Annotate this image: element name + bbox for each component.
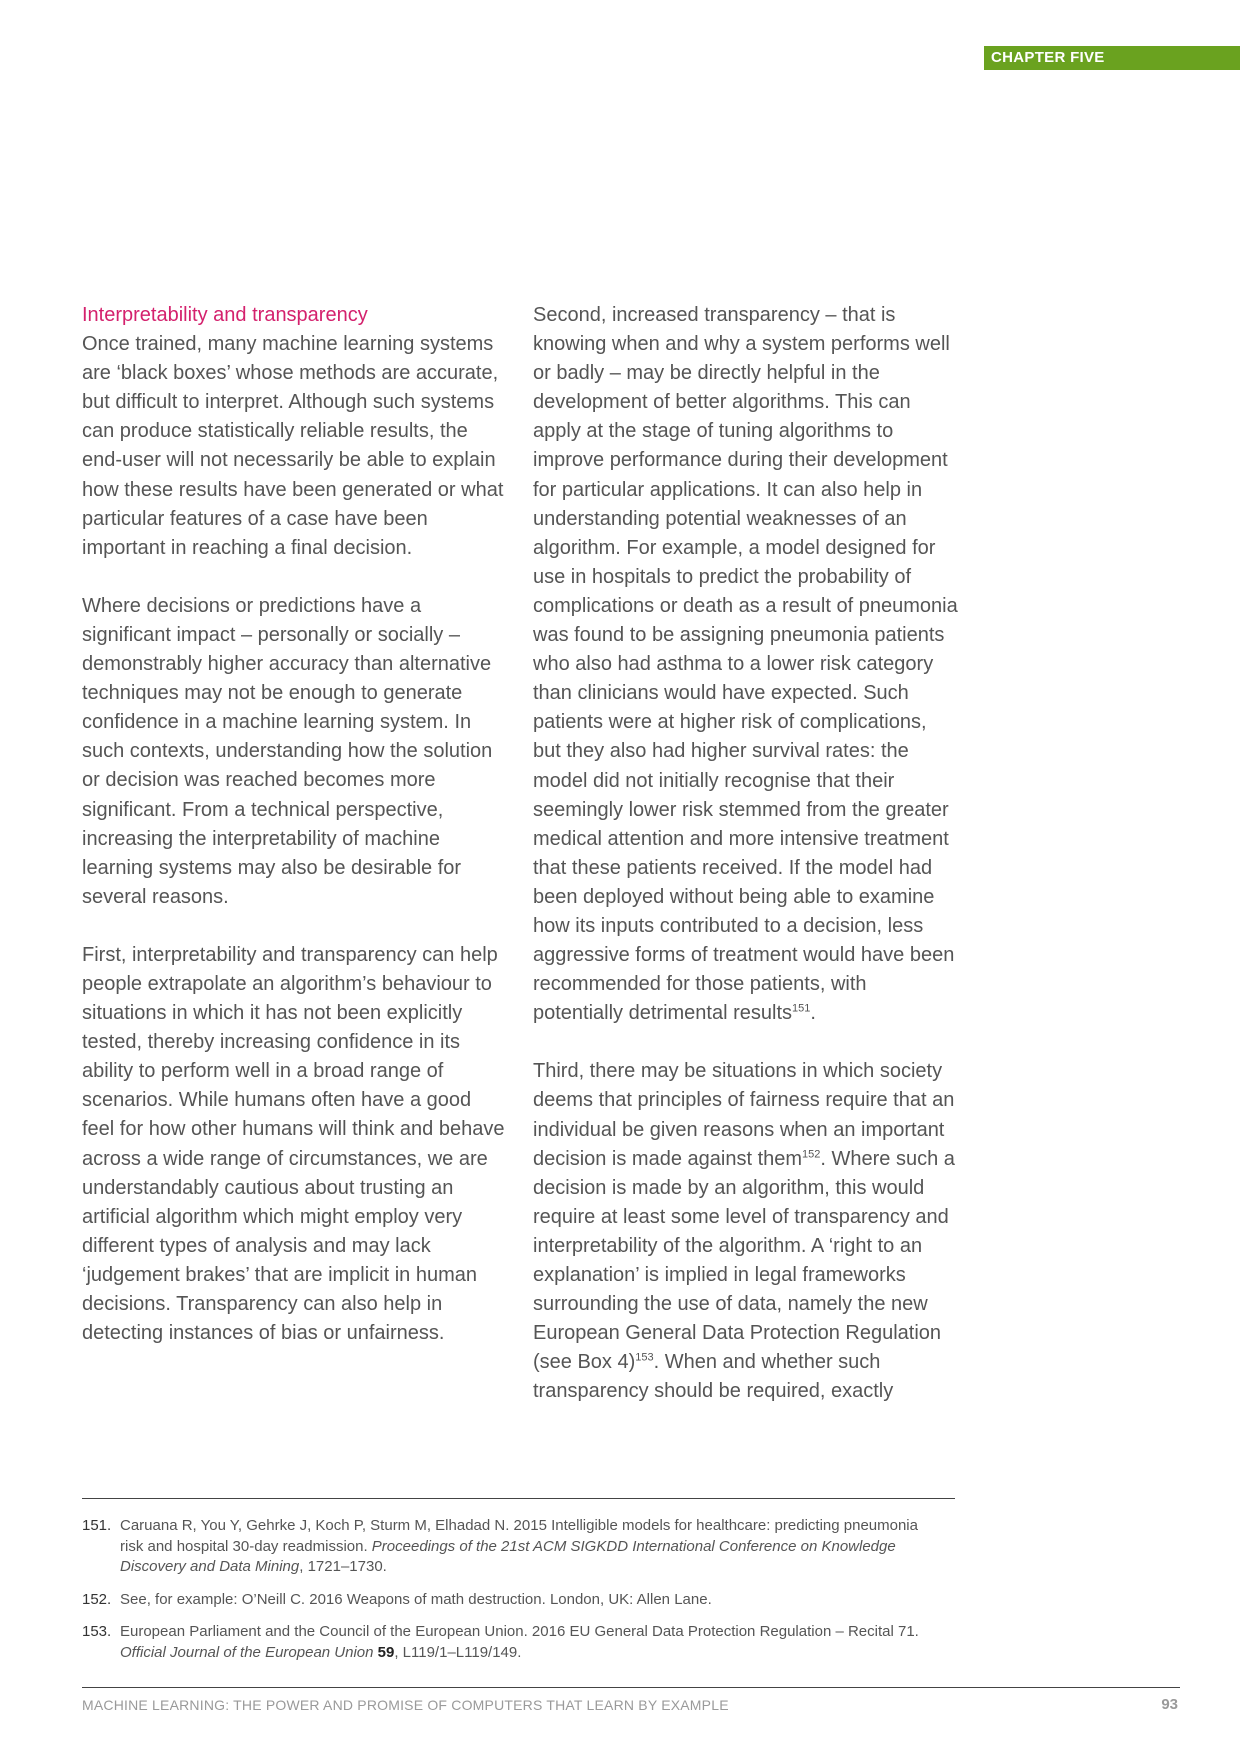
chapter-label: CHAPTER FIVE (984, 46, 1240, 70)
footnote-text-main: European Parliament and the Council of the European Union. 2016 EU General Data Protection Regulation – Recital 71. (120, 1623, 919, 1640)
footer-divider (82, 1687, 1180, 1688)
footnote-ref-151[interactable]: 151 (792, 1002, 811, 1015)
footnote-number: 151. (82, 1517, 112, 1534)
paragraph-first-reason: First, interpretability and transparency can help people extrapolate an algorithm’s behaviour to situations in which it has not been explicitly tested, thereby increasing confidence in its ability to perform well in a broad range of scenarios. While humans often have a good feel for how other humans will think and behave across a wide range of circumstances, we are understandably cautious about trusting an artificial algorithm which might employ very different types of analysis and may lack ‘judgement brakes’ that are implicit in human decisions. Transparency can also help in detecting instances of bias or unfairness. (82, 943, 505, 1345)
right-column (533, 301, 959, 1435)
footnote-text (120, 1622, 942, 1663)
footnote-text-tail: , 1721–1730. (299, 1558, 387, 1575)
footnote-text: See, for example: O’Neill C. 2016 Weapons of math destruction. London, UK: Allen Lane. (120, 1590, 712, 1608)
footnote-151 (82, 1516, 942, 1578)
footnote-ref-153[interactable]: 153 (635, 1351, 654, 1364)
footnote-divider (82, 1498, 955, 1499)
section-heading: Interpretability and transparency (82, 304, 368, 326)
footnotes (82, 1516, 942, 1675)
footnote-text-main: Caruana R, You Y, Gehrke J, Koch P, Sturm M, Elhadad N. 2015 Intelligible models for healthcare: predicting pneumonia risk and hospital 30-day readmission. (120, 1517, 918, 1555)
paragraph-second-reason-text: Second, increased transparency – that is knowing when and why a system performs well or badly – may be directly helpful in the development of better algorithms. This can apply at the stage of tuning algorithms to improve performance during their development for particular applications. It can also help in understanding potential weaknesses of an algorithm. For example, a model designed for use in hospitals to predict the probability of complications or death as a result of pneumonia was found to be assigning pneumonia patients who also had asthma to a lower risk category than clinicians would have expected. Such patients were at higher risk of complications, but they also had higher survival rates: the model did not initially recognise that their seemingly lower risk stemmed from the greater medical attention and more intensive treatment that these patients received. If the model had been deployed without being able to examine how its inputs contributed to a decision, less aggressive forms of treatment would have been recommended for those patients, with potentially detrimental results (533, 304, 958, 1025)
page-number: 93 (1161, 1696, 1178, 1713)
footnote-153 (82, 1622, 942, 1663)
paragraph-significant-impact-b: In such contexts, understanding how the solution or decision was reached becomes more significant. From a technical perspective, increasing the interpretability of machine learning systems may also be desirable for several reasons. (82, 711, 493, 908)
paragraph-second-reason (533, 301, 959, 1028)
paragraph-significant-impact-a: Where decisions or predictions have a significant impact – personally or socially – demonstrably higher accuracy than alternative techniques may not be enough to generate confidence in a machine learning system. (82, 594, 492, 734)
footnote-ref-152[interactable]: 152 (802, 1147, 821, 1160)
paragraph-third-reason (533, 1057, 959, 1406)
footnote-journal: Proceedings of the 21st ACM SIGKDD International Conference on Knowledge Discovery and Data Mining (120, 1537, 896, 1575)
footnote-volume: 59 (373, 1643, 395, 1661)
paragraph-third-reason-part2: . Where such a decision is made by an algorithm, this would require at least some level of transparency and interpretability of the algorithm. A ‘right to an explanation’ is implied in legal frameworks surrounding the use of data, namely the new European General Data Protection Regulation (see Box 4) (533, 1147, 955, 1374)
footnote-152 (82, 1590, 942, 1611)
footnote-journal: Official Journal of the European Union (120, 1643, 374, 1661)
footnote-number: 153. (82, 1623, 112, 1640)
paragraph-second-reason-end: . (810, 1002, 816, 1025)
footnote-text (120, 1516, 942, 1578)
footer-title: MACHINE LEARNING: THE POWER AND PROMISE OF COMPUTERS THAT LEARN BY EXAMPLE (82, 1697, 729, 1713)
paragraph-third-reason-part1: Third, there may be situations in which society deems that principles of fairness require that an individual be given reasons when an important decision is made against them (533, 1060, 955, 1170)
footnote-text-tail: , L119/1–L119/149. (394, 1643, 522, 1661)
left-column (82, 301, 508, 1377)
paragraph-black-boxes: Once trained, many machine learning systems are ‘black boxes’ whose methods are accurate, but difficult to interpret. Although such systems can produce statistically reliable results, the end-user will not necessarily be able to explain how these results have been generated or what particular features of a case have been important in reaching a final decision. (82, 333, 504, 559)
paragraph-significant-impact (82, 592, 508, 912)
footnote-number: 152. (82, 1590, 112, 1608)
paragraph-third-reason-part3: . When and whether such transparency should be required, exactly (533, 1351, 894, 1403)
